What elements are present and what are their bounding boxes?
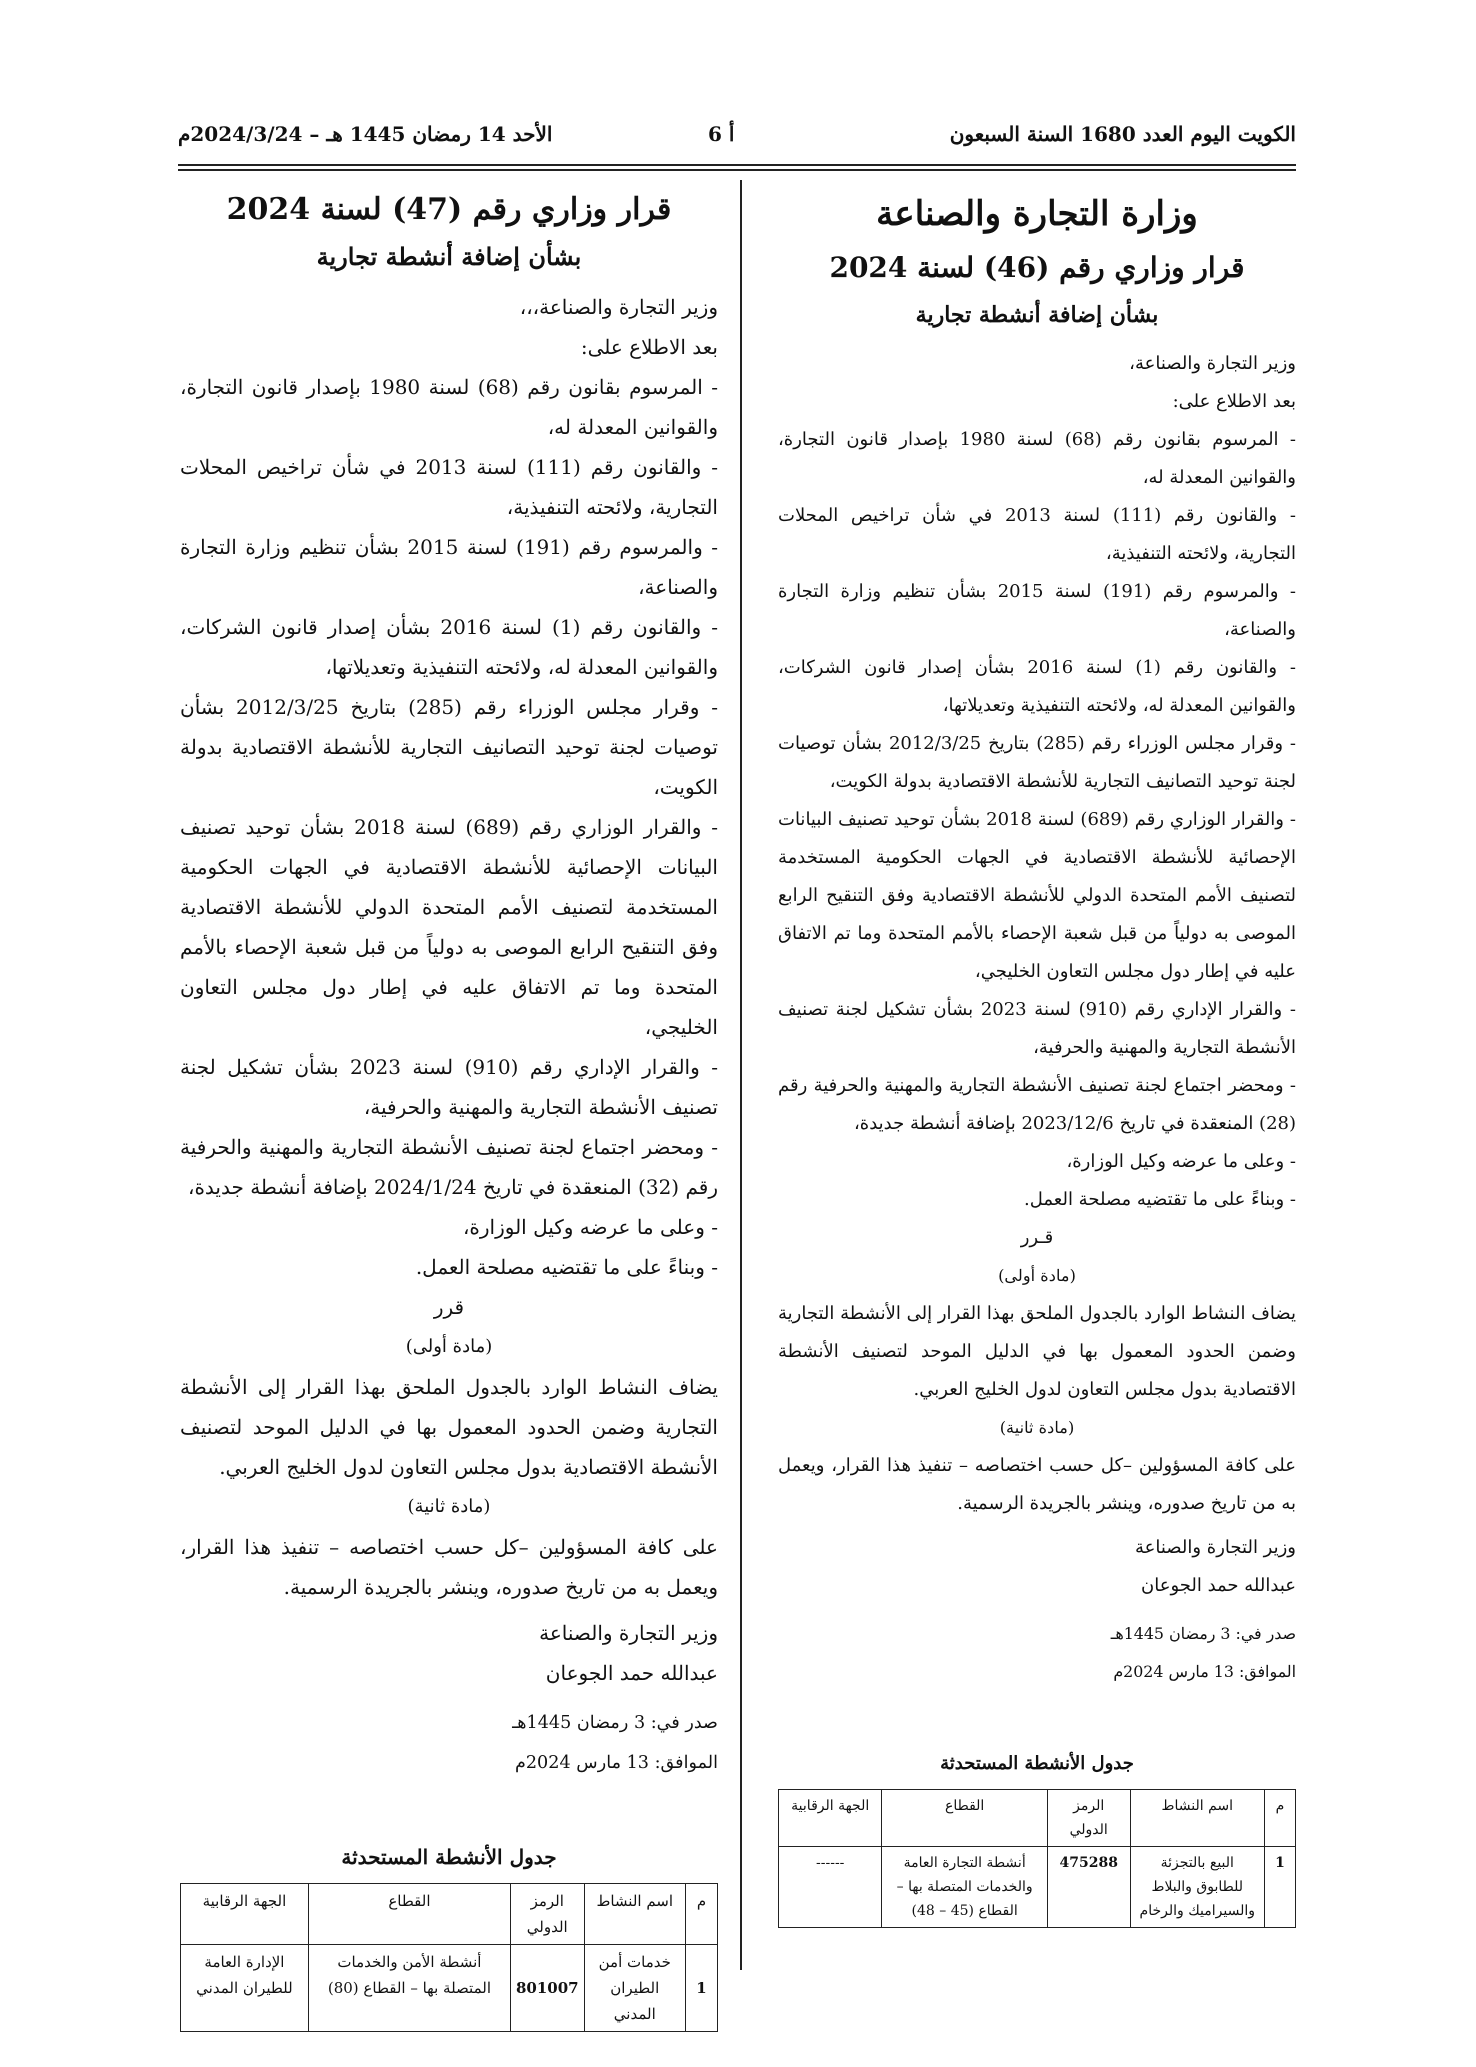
table-row bbox=[181, 1945, 718, 2032]
decree-47-column bbox=[180, 185, 718, 2032]
table-cell-sector: أنشطة الأمن والخدمات المتصلة بها – القطاع (80) bbox=[308, 1945, 510, 2032]
table-header-cell: القطاع bbox=[882, 1790, 1047, 1847]
decree-46-para: - والقانون رقم (1) لسنة 2016 بشأن إصدار قانون الشركات، والقوانين المعدلة له، ولائحته التنفيذية وتعديلاتها، bbox=[778, 657, 1297, 716]
header-issue: الكويت اليوم العدد 1680 السنة السبعون bbox=[949, 122, 1296, 146]
header-rule-bottom bbox=[178, 169, 1296, 171]
header-page-number: أ 6 bbox=[708, 122, 735, 146]
decree-46-subtitle: بشأن إضافة أنشطة تجارية bbox=[915, 302, 1159, 328]
table-header-row bbox=[779, 1790, 1296, 1847]
table-header-cell: الرمز الدولي bbox=[1047, 1790, 1130, 1847]
decree-46-column bbox=[778, 185, 1296, 1928]
decree-47-para: - وبناءً على ما تقتضيه مصلحة العمل. bbox=[415, 1255, 718, 1279]
table-header-cell: القطاع bbox=[308, 1884, 510, 1945]
decree-47-decided: قرر bbox=[433, 1295, 465, 1319]
table-header-cell: م bbox=[685, 1884, 717, 1945]
table-header-cell: الرمز الدولي bbox=[510, 1884, 584, 1945]
decree-47-signatory-title: وزير التجارة والصناعة bbox=[539, 1621, 718, 1645]
table-header-cell: م bbox=[1264, 1790, 1295, 1847]
decree-47-table-title: جدول الأنشطة المستحدثة bbox=[341, 1845, 557, 1869]
header-date: الأحد 14 رمضان 1445 هـ – 2024/3/24م bbox=[178, 122, 553, 146]
table-cell-number: 1 bbox=[685, 1945, 717, 2032]
table-row bbox=[779, 1847, 1296, 1928]
decree-46-article2-heading: (مادة ثانية) bbox=[999, 1418, 1075, 1437]
decree-46-activities-table bbox=[778, 1789, 1296, 1928]
decree-47-para: - والمرسوم رقم (191) لسنة 2015 بشأن تنظيم وزارة التجارة والصناعة، bbox=[180, 535, 718, 599]
table-cell-authority: الإدارة العامة للطيران المدني bbox=[181, 1945, 309, 2032]
decree-47-para: وزير التجارة والصناعة،،، bbox=[519, 295, 718, 319]
table-cell-authority: ------ bbox=[779, 1847, 882, 1928]
decree-46-para: وزير التجارة والصناعة، bbox=[1129, 353, 1296, 374]
decree-47-para: بعد الاطلاع على: bbox=[580, 335, 718, 359]
decree-46-corresponding: الموافق: 13 مارس 2024م bbox=[1113, 1662, 1296, 1681]
page-header bbox=[178, 122, 1296, 162]
decree-46-para: - المرسوم بقانون رقم (68) لسنة 1980 بإصدار قانون التجارة، والقوانين المعدلة له، bbox=[778, 429, 1297, 488]
table-header-row bbox=[181, 1884, 718, 1945]
decree-47-para: - المرسوم بقانون رقم (68) لسنة 1980 بإصدار قانون التجارة، والقوانين المعدلة له، bbox=[180, 375, 719, 439]
table-header-cell: اسم النشاط bbox=[1130, 1790, 1264, 1847]
decree-47-article2-text: على كافة المسؤولين –كل حسب اختصاصه – تنفيذ هذا القرار، ويعمل به من تاريخ صدوره، وينشر بالجريدة الرسمية. bbox=[180, 1535, 718, 1599]
decree-47-activities-table bbox=[180, 1883, 718, 2032]
decree-46-para: - والقرار الإداري رقم (910) لسنة 2023 بشأن تشكيل لجنة تصنيف الأنشطة التجارية والمهنية والحرفية، bbox=[778, 999, 1296, 1058]
decree-47-para: - وعلى ما عرضه وكيل الوزارة، bbox=[462, 1215, 718, 1239]
decree-46-signatory-title: وزير التجارة والصناعة bbox=[1134, 1537, 1296, 1558]
decree-47-para: - والقرار الوزاري رقم (689) لسنة 2018 بشأن توحيد تصنيف البيانات الإحصائية للأنشطة الاقتصادية في الجهات الحكومية المستخدمة لتصنيف الأمم المتحدة الدولي للأنشطة الاقتصادية وفق التنقيح الرابع الموصى به دولياً من قبل شعبة الإحصاء بالأمم المتحدة وما تم الاتفاق عليه في إطار دول مجلس التعاون الخليجي، bbox=[180, 815, 718, 1039]
decree-46-para: - وبناءً على ما تقتضيه مصلحة العمل. bbox=[1024, 1189, 1296, 1210]
decree-47-para: - وقرار مجلس الوزراء رقم (285) بتاريخ 2012/3/25 بشأن توصيات لجنة توحيد التصانيف التجارية للأنشطة الاقتصادية بدولة الكويت، bbox=[180, 695, 718, 799]
decree-47-article1-heading: (مادة أولى) bbox=[405, 1336, 493, 1357]
decree-46-para: - وقرار مجلس الوزراء رقم (285) بتاريخ 2012/3/25 بشأن توصيات لجنة توحيد التصانيف التجارية للأنشطة الاقتصادية بدولة الكويت، bbox=[778, 733, 1297, 792]
column-divider bbox=[740, 180, 742, 1970]
table-cell-sector: أنشطة التجارة العامة والخدمات المتصلة بها – القطاع (45 – 48) bbox=[882, 1847, 1047, 1928]
decree-46-para: - والقانون رقم (111) لسنة 2013 في شأن تراخيص المحلات التجارية، ولائحته التنفيذية، bbox=[778, 505, 1296, 564]
decree-46-article1-text: يضاف النشاط الوارد بالجدول الملحق بهذا القرار إلى الأنشطة التجارية وضمن الحدود المعمول بها في الدليل الموحد لتصنيف الأنشطة الاقتصادية بدول مجلس التعاون لدول الخليج العربي. bbox=[778, 1303, 1296, 1400]
table-header-cell: الجهة الرقابية bbox=[181, 1884, 309, 1945]
table-header-cell: اسم النشاط bbox=[584, 1884, 685, 1945]
decree-47-title: قرار وزاري رقم (47) لسنة 2024 bbox=[226, 192, 672, 227]
table-header-cell: الجهة الرقابية bbox=[779, 1790, 882, 1847]
table-cell-code: 801007 bbox=[510, 1945, 584, 2032]
table-cell-code: 475288 bbox=[1047, 1847, 1130, 1928]
decree-46-article1-heading: (مادة أولى) bbox=[998, 1266, 1076, 1285]
decree-47-para: - ومحضر اجتماع لجنة تصنيف الأنشطة التجارية والمهنية والحرفية رقم (32) المنعقدة في تاريخ 2024/1/24 بإضافة أنشطة جديدة، bbox=[180, 1135, 718, 1199]
decree-47-para: - والقرار الإداري رقم (910) لسنة 2023 بشأن تشكيل لجنة تصنيف الأنشطة التجارية والمهنية والحرفية، bbox=[180, 1055, 718, 1119]
decree-47-subtitle: بشأن إضافة أنشطة تجارية bbox=[316, 242, 582, 271]
ministry-title: وزارة التجارة والصناعة bbox=[876, 194, 1198, 234]
header-rule-top bbox=[178, 164, 1296, 166]
decree-47-issued: صدر في: 3 رمضان 1445هـ bbox=[512, 1713, 718, 1733]
decree-47-corresponding: الموافق: 13 مارس 2024م bbox=[514, 1753, 718, 1773]
decree-46-decided: قـرر bbox=[1020, 1227, 1054, 1248]
decree-47-para: - والقانون رقم (111) لسنة 2013 في شأن تراخيص المحلات التجارية، ولائحته التنفيذية، bbox=[180, 455, 718, 519]
decree-46-para: - ومحضر اجتماع لجنة تصنيف الأنشطة التجارية والمهنية والحرفية رقم (28) المنعقدة في تاريخ 2023/12/6 بإضافة أنشطة جديدة، bbox=[778, 1075, 1296, 1134]
table-cell-activity: خدمات أمن الطيران المدني bbox=[584, 1945, 685, 2032]
decree-46-para: - والقرار الوزاري رقم (689) لسنة 2018 بشأن توحيد تصنيف البيانات الإحصائية للأنشطة الاقتصادية في الجهات الحكومية المستخدمة لتصنيف الأمم المتحدة الدولي للأنشطة الاقتصادية وفق التنقيح الرابع الموصى به دولياً من قبل شعبة الإحصاء بالأمم المتحدة وما تم الاتفاق عليه في إطار دول مجلس التعاون الخليجي، bbox=[778, 809, 1297, 982]
decree-46-para: - والمرسوم رقم (191) لسنة 2015 بشأن تنظيم وزارة التجارة والصناعة، bbox=[778, 581, 1296, 640]
decree-46-signatory-name: عبدالله حمد الجوعان bbox=[1141, 1575, 1296, 1596]
decree-47-para: - والقانون رقم (1) لسنة 2016 بشأن إصدار قانون الشركات، والقوانين المعدلة له، ولائحته التنفيذية وتعديلاتها، bbox=[180, 615, 718, 679]
decree-47-article1-text: يضاف النشاط الوارد بالجدول الملحق بهذا القرار إلى الأنشطة التجارية وضمن الحدود المعمول بها في الدليل الموحد لتصنيف الأنشطة الاقتصادية بدول مجلس التعاون لدول الخليج العربي. bbox=[180, 1375, 718, 1479]
table-cell-number: 1 bbox=[1264, 1847, 1295, 1928]
decree-46-para: - وعلى ما عرضه وكيل الوزارة، bbox=[1066, 1151, 1296, 1172]
decree-46-issued: صدر في: 3 رمضان 1445هـ bbox=[1110, 1624, 1296, 1643]
decree-46-para: بعد الاطلاع على: bbox=[1172, 391, 1296, 412]
decree-46-article2-text: على كافة المسؤولين –كل حسب اختصاصه – تنفيذ هذا القرار، ويعمل به من تاريخ صدوره، وينشر بالجريدة الرسمية. bbox=[778, 1455, 1296, 1514]
table-cell-activity: البيع بالتجزئة للطابوق والبلاط والسيراميك والرخام bbox=[1130, 1847, 1264, 1928]
decree-47-signatory-name: عبدالله حمد الجوعان bbox=[545, 1661, 718, 1685]
decree-47-article2-heading: (مادة ثانية) bbox=[407, 1496, 491, 1517]
decree-46-table-title: جدول الأنشطة المستحدثة bbox=[940, 1753, 1134, 1774]
decree-46-title: قرار وزاري رقم (46) لسنة 2024 bbox=[829, 251, 1245, 284]
